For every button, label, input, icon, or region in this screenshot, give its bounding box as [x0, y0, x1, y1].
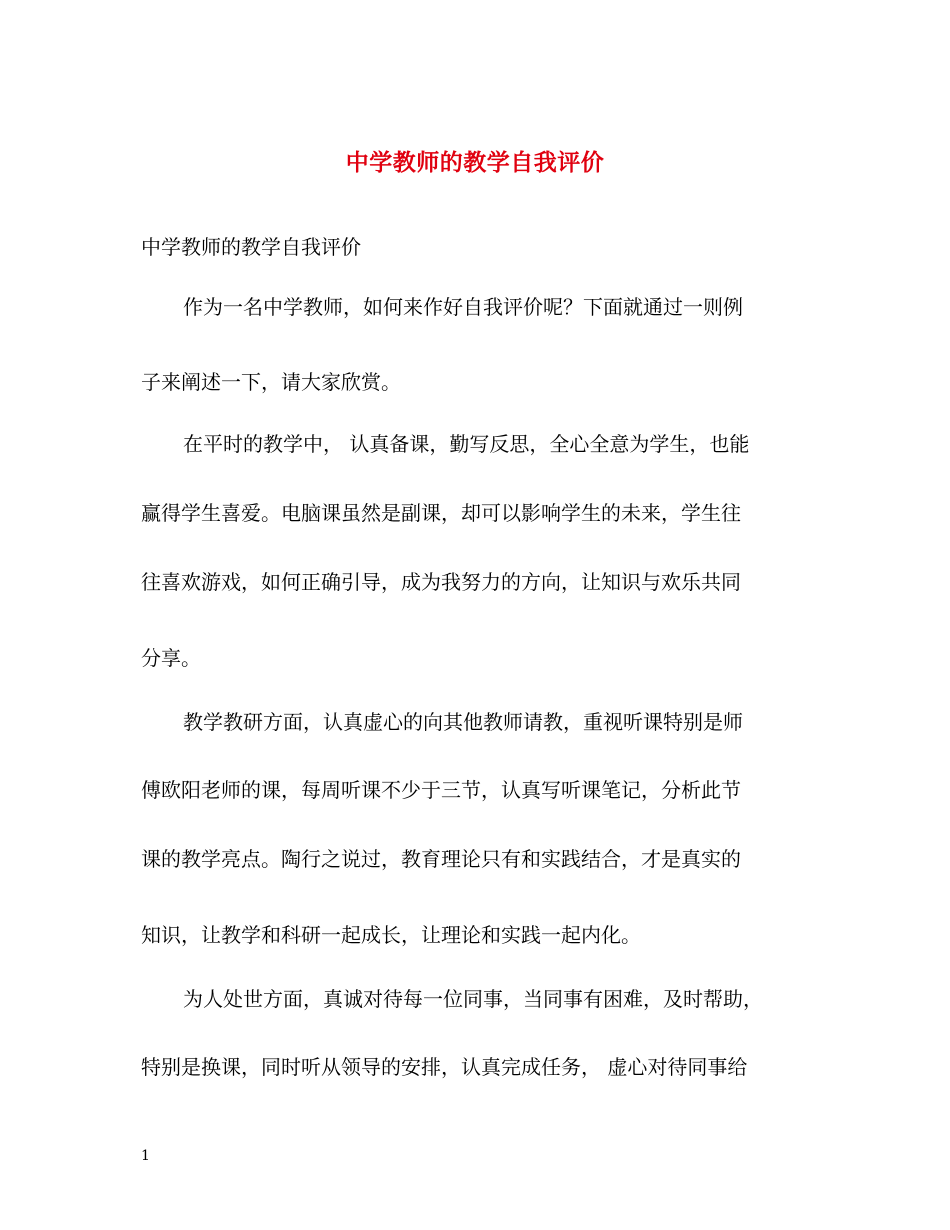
page-number: 1 [141, 1148, 150, 1164]
paragraph-line: 赢得学生喜爱。电脑课虽然是副课，却可以影响学生的未来，学生往 [141, 501, 741, 525]
paragraph-line: 特别是换课，同时听从领导的安排，认真完成任务， 虚心对待同事给 [141, 1055, 748, 1079]
paragraph-line: 傅欧阳老师的课，每周听课不少于三节，认真写听课笔记，分析此节 [141, 778, 741, 802]
paragraph-line: 教学教研方面，认真虚心的向其他教师请教，重视听课特别是师 [183, 710, 743, 734]
paragraph-line: 知识，让教学和科研一起成长，让理论和实践一起内化。 [141, 923, 641, 947]
paragraph-line: 为人处世方面，真诚对待每一位同事，当同事有困难，及时帮助， [183, 987, 763, 1011]
paragraph-line: 分享。 [141, 646, 201, 670]
paragraph-line: 往喜欢游戏，如何正确引导，成为我努力的方向，让知识与欢乐共同 [141, 570, 741, 594]
paragraph-line: 子来阐述一下，请大家欣赏。 [141, 370, 401, 394]
document-subtitle: 中学教师的教学自我评价 [141, 235, 361, 259]
paragraph-line: 作为一名中学教师，如何来作好自我评价呢？下面就通过一则例 [183, 295, 743, 319]
document-title: 中学教师的教学自我评价 [345, 149, 605, 176]
paragraph-line: 在平时的教学中， 认真备课，勤写反思，全心全意为学生，也能 [183, 432, 750, 456]
paragraph-line: 课的教学亮点。陶行之说过，教育理论只有和实践结合，才是真实的 [141, 847, 741, 871]
